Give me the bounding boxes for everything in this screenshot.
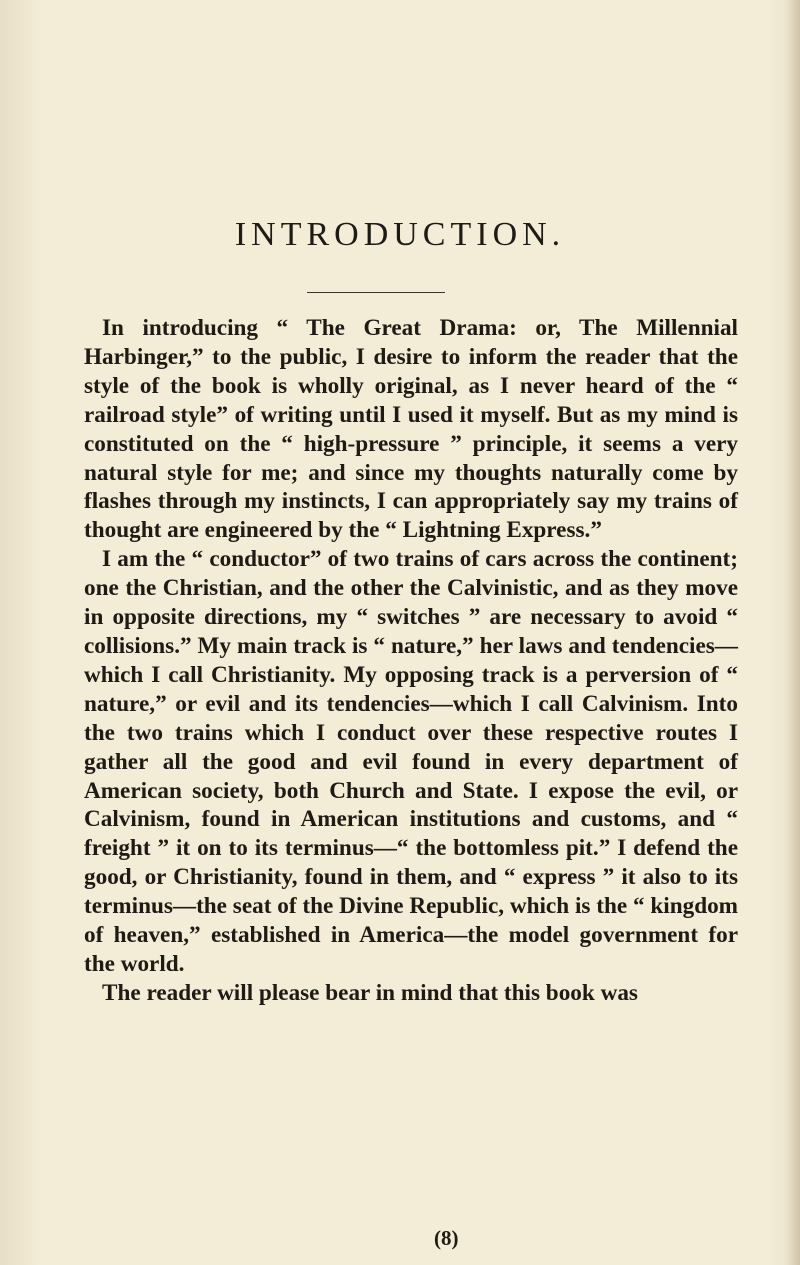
paragraph-1: In introducing “ The Great Drama: or, The Millennial Harbinger,” to the public, I desire to inform the reader that the style of the book is wholly original, as I never heard of the “ railroad style” of writing until I used it myself. But as my mind is constituted on the “ high-pressure ” principle, it seems a very natural style for me; and since my thoughts naturally come by flashes through my instincts, I can appropriately say my trains of thought are engineered by the “ Lightning Express.” [84,315,738,544]
body-text [84,314,738,1008]
paragraph-3: The reader will please bear in mind that this book was [102,979,638,1006]
page-edge-shadow [786,0,800,1265]
heading-rule [307,292,445,293]
chapter-heading: INTRODUCTION. [234,216,566,253]
page-number: (8) [434,1226,459,1250]
paragraph-2: I am the “ conductor” of two trains of cars across the continent; one the Christian, and the other the Calvinistic, and as they move in opposite directions, my “ switches ” are necessary to avoid “ collisions.” My main track is “ nature,” her laws and tendencies—which I call Christianity. My opposing track is a perversion of “ nature,” or evil and its tendencies—which I call Calvinism. Into the two trains which I conduct over these respective routes I gather all the good and evil found in every department of American society, both Church and State. I expose the evil, or Calvinism, found in American institutions and customs, and “ freight ” it on to its terminus—“ the bottomless pit.” I defend the good, or Christianity, found in them, and “ express ” it also to its terminus—the seat of the Divine Republic, which is the “ kingdom of heaven,” established in America—the model government for the world. [84,546,738,977]
